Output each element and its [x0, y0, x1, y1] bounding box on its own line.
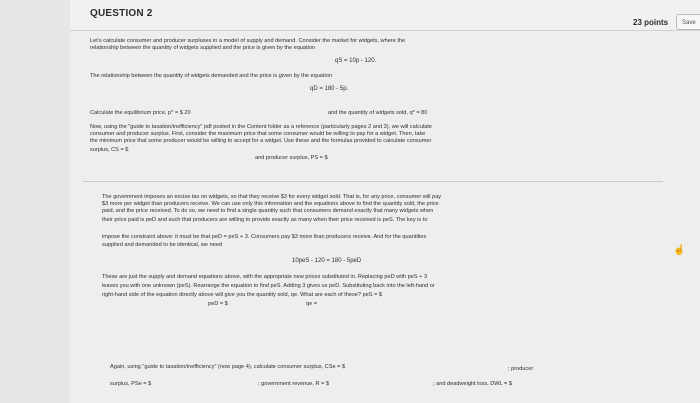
- question-title: QUESTION 2: [90, 8, 153, 19]
- supply-equation: qS = 10p - 120.: [335, 58, 377, 64]
- intro-line-1: Let's calculate consumer and producer surpluses in a model of supply and demand. Consider the market for widgets, where the: [90, 38, 406, 44]
- section-divider: [83, 181, 663, 182]
- consumer-surplus-field[interactable]: surplus, CS = $: [90, 147, 129, 153]
- tax-consumer-surplus-field[interactable]: Again, using "guide to taxation/inefficiency" (now page 4), calculate consumer surplus, CSe = $: [110, 364, 346, 370]
- guide-line-1: Now, using the "guide to taxation/inefficiency" pdf posted in the Content folder as a reference (particularly pages 2 and 3), we will calculate: [90, 124, 432, 130]
- demand-equation: qD = 180 - 5p.: [310, 86, 349, 92]
- tax-line-9[interactable]: right-hand side of the equation directly above will give you the quantity sold, qe. What are each of these? peS = $: [102, 292, 383, 298]
- quantity-sold-field[interactable]: qe =: [306, 301, 318, 307]
- intro-line-2: relationship between the quantity of widgets supplied and the price is given by the equation: [90, 45, 316, 51]
- equilibrium-price-field[interactable]: Calculate the equilibrium price, p* = $ 20: [90, 110, 191, 116]
- points-label: 23 points: [633, 18, 669, 27]
- tax-line-5: impose the constraint above: it must be that peD = peS + 3. Consumers pay $3 more than producers receive. And for the quantities: [102, 234, 427, 240]
- guide-line-2: consumer and producer surplus. First, consider the maximum price that some consumer would be willing to pay for a widget. Then, take: [90, 131, 426, 137]
- tax-line-1: The government imposes an excise tax on widgets, so that they receive $3 for every widget sold. That is, for any price, consumer will pay: [102, 194, 442, 200]
- tax-producer-surplus-field[interactable]: surplus, PSe = $: [110, 381, 152, 387]
- save-button[interactable]: Save: [676, 14, 700, 30]
- tax-line-8: leaves you with one unknown (peS). Rearrange the equation to find peS. Adding 3 gives us peD. Substituting back into the left-hand or: [102, 283, 435, 289]
- tax-line-4: their price paid is peD and such that producers are willing to provide exactly as many when their price received is peS. The key is to: [102, 217, 428, 223]
- tax-line-3: paid, and the price received. To do so, we need to find a single quantity such that consumers demand exactly that many widgets when: [102, 208, 434, 214]
- guide-line-3: the minimum price that some producer would be willing to accept for a widget. Use these and the formulas provided to calculate consumer: [90, 138, 432, 144]
- deadweight-loss-field[interactable]: ; and deadweight loss, DWL = $: [433, 381, 512, 387]
- tax-equation: 10peS - 120 = 180 - 5peD: [292, 258, 362, 264]
- producer-surplus-field[interactable]: and producer surplus, PS = $: [255, 155, 328, 161]
- tax-line-2: $3 more per widget than producers receive. We can use only this information and the equations above to find the quantity sold, the price: [102, 201, 439, 207]
- producer-label: ; producer: [508, 366, 534, 372]
- price-paid-field[interactable]: peD = $: [208, 301, 228, 307]
- pointer-cursor-icon: ☝: [673, 245, 686, 256]
- equilibrium-quantity-field[interactable]: and the quantity of widgets sold, q* = 80: [328, 110, 428, 116]
- tax-line-6: supplied and demanded to be identical, we need: [102, 242, 223, 248]
- left-margin: [0, 0, 70, 403]
- question-header: [70, 0, 700, 31]
- intro-line-3: The relationship between the quantity of widgets demanded and the price is given by the equation: [90, 73, 332, 79]
- tax-line-7: These are just the supply and demand equations above, with the appropriate new prices substituted in. Replacing peD with peS + 3: [102, 274, 428, 280]
- government-revenue-field[interactable]: ; government revenue, R = $: [258, 381, 330, 387]
